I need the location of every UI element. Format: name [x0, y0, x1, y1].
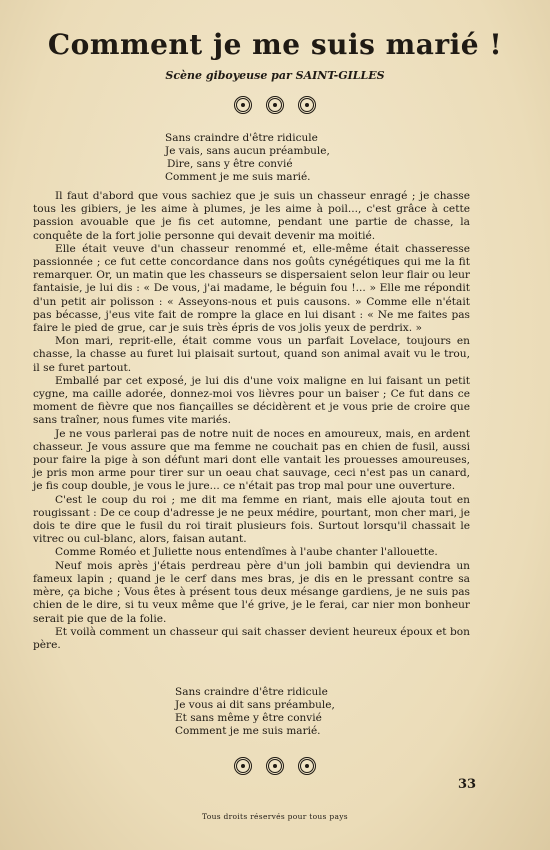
verse-line: Sans craindre d'être ridicule	[175, 686, 328, 698]
ring-ornament-icon	[266, 757, 284, 775]
verse-line: Comment je me suis marié.	[165, 171, 311, 183]
verse-line: Je vous ai dit sans préambule,	[175, 699, 335, 711]
verse-line: Comment je me suis marié.	[175, 725, 321, 737]
ring-ornament-icon	[266, 96, 284, 114]
paragraph: C'est le coup du roi ; me dit ma femme en riant, mais elle ajouta tout en rougissant : De ce coup d'adresse je ne peux médire, pourtant, mon cher mari, je dois te dire que le fusil du roi tirait plusieurs fois. Surtout lorsqu'il chassait le vitrec ou cul-blanc, alors, faisan autant.	[33, 493, 470, 546]
page-number: 33	[458, 777, 477, 792]
subtitle: Scène giboyeuse par SAINT-GILLES	[165, 69, 385, 82]
paragraph: Il faut d'abord que vous sachiez que je suis un chasseur enragé ; je chasse tous les gibiers, je les aime à plumes, je les aime à poil..., c'est grâce à cette passion avouable que je fis cet automne, pendant une partie de chasse, la conquête de la fort jolie personne qui devait devenir ma moitié.	[33, 190, 470, 242]
paragraph: Emballé par cet exposé, je lui dis d'une voix maligne en lui faisant un petit cygne, ma caille adorée, donnez-moi vos lièvres pour un baiser ; Ce fut dans ce moment de fièvre que nos fiançailles se décidèrent et je vous prie de croire que sans traîner, nous fumes vite mariés.	[33, 374, 470, 427]
paragraph: Et voilà comment un chasseur qui sait chasser devient heureux époux et bon père.	[33, 625, 470, 651]
ornament-bottom	[0, 757, 550, 779]
verse-line: Et sans même y être convié	[175, 712, 322, 724]
ring-ornament-icon	[298, 96, 316, 114]
paragraph: Je ne vous parlerai pas de notre nuit de noces en amoureux, mais, en ardent chasseur. Je vous assure que ma femme ne couchait pas en chien de fusil, aussi pour faire la pige à son défunt mari dont elle vantait les prouesses amoureuses, je pris mon arme pour tirer sur un oeau chat sauvage, ceci n'est pas un canard, je fis coup double, je vous le jure... ce n'était pas trop mal pour une ouverture.	[33, 427, 470, 493]
paragraph: Elle était veuve d'un chasseur renommé et, elle-même était chasseresse passionnée ; ce fut cette concordance dans nos goûts cynégétiques qui me la fit remarquer. Or, un matin que les chasseurs se dispersaient selon leur flair ou leur fantaisie, je lui dis : « De vous, j'ai madame, le béguin fou !... » Elle me répondit d'un petit air polisson : « Asseyons-nous et puis causons. » Comme elle n'était pas bécasse, j'eus vite fait de rompre la glace en lui disant : « Ne me faites pas faire le pied de grue, car je suis très épris de vos jolis yeux de perdrix. »	[33, 242, 470, 335]
ring-ornament-icon	[234, 96, 252, 114]
ornament-top	[0, 96, 550, 118]
paragraph: Neuf mois après j'étais perdreau père d'un joli bambin qui deviendra un fameux lapin ; quand je le cerf dans mes bras, je dis en le pressant contre sa mère, ça biche ; Vous êtes à présent tous deux mésange gardiens, je ne suis pas chien de le dire, si tu veux même que l'é grive, je le ferai, car nier mon bonheur serait pie que de la folie.	[33, 559, 470, 625]
verse-line: Sans craindre d'être ridicule	[165, 132, 318, 144]
ring-ornament-icon	[298, 757, 316, 775]
ring-ornament-icon	[234, 757, 252, 775]
verse-line: Dire, sans y être convié	[167, 158, 293, 170]
paragraph: Mon mari, reprit-elle, était comme vous un parfait Lovelace, toujours en chasse, la chasse au furet lui plaisait surtout, quand son animal avait vu le trou, il se furet partout.	[33, 335, 470, 374]
verse-outro	[175, 686, 335, 738]
page-title: Comment je me suis marié !	[47, 28, 503, 61]
footer-rights: Tous droits réservés pour tous pays	[202, 812, 348, 821]
paragraph: Comme Roméo et Juliette nous entendîmes à l'aube chanter l'allouette.	[55, 546, 438, 559]
verse-intro	[165, 132, 330, 184]
verse-line: Je vais, sans aucun préambule,	[165, 145, 330, 157]
story-body	[33, 190, 470, 652]
